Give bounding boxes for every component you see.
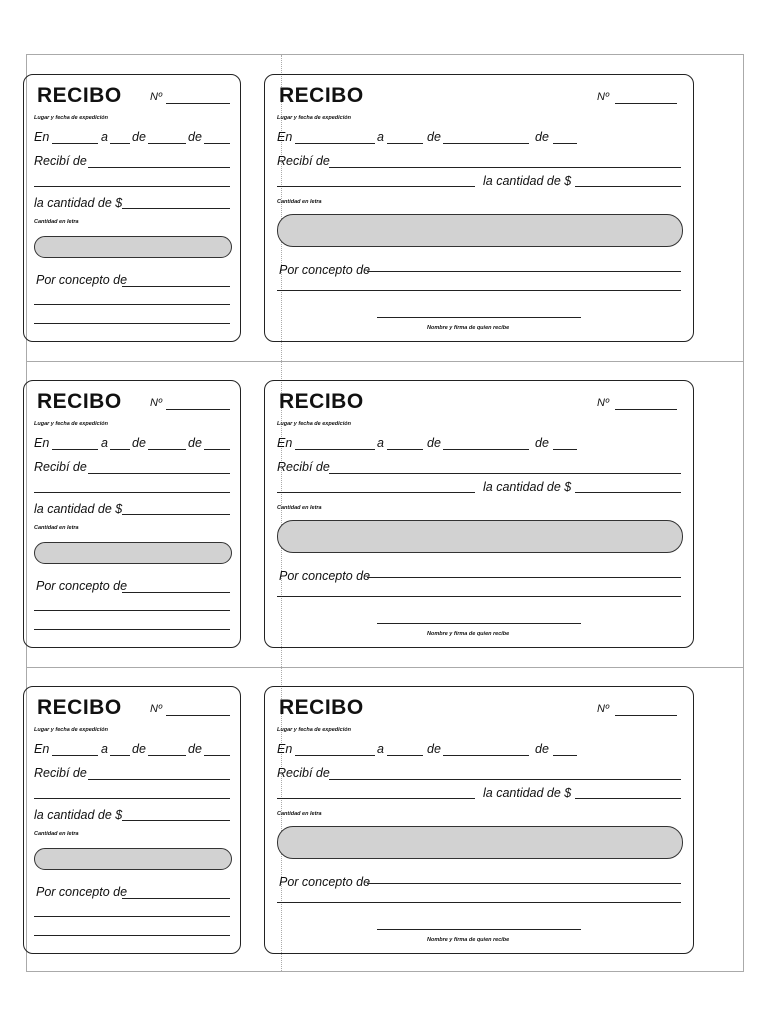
main-de1-label: de [427, 436, 441, 450]
stub-place-field[interactable] [52, 755, 98, 756]
main-concept-field[interactable] [367, 883, 681, 884]
stub-number-label: Nº [150, 397, 162, 409]
stub-month-field[interactable] [148, 755, 186, 756]
main-place-field[interactable] [295, 755, 375, 756]
stub-place-date-label: Lugar y fecha de expedición [34, 727, 108, 733]
main-received-from-field[interactable] [329, 473, 681, 474]
stub-title: RECIBO [37, 696, 122, 719]
stub-de1-label: de [132, 742, 146, 756]
stub-title: RECIBO [37, 84, 122, 107]
main-en-label: En [277, 742, 293, 756]
stub-en-label: En [34, 130, 50, 144]
stub-amount-words-label: Cantidad en letra [34, 219, 79, 225]
stub-month-field[interactable] [148, 449, 186, 450]
main-number-label: Nº [597, 397, 609, 409]
main-concept-field-2[interactable] [277, 290, 681, 291]
stub-amount-words-box[interactable] [34, 848, 232, 870]
main-amount-field[interactable] [575, 492, 681, 493]
main-en-label: En [277, 130, 293, 144]
stub-amount-field[interactable] [122, 208, 230, 209]
main-a-label: a [377, 436, 384, 450]
stub-title: RECIBO [37, 390, 122, 413]
stub-amount-field[interactable] [122, 514, 230, 515]
main-amount-words-box[interactable] [277, 826, 683, 859]
stub-en-label: En [34, 742, 50, 756]
main-concept-field[interactable] [367, 271, 681, 272]
main-amount-label: la cantidad de $ [483, 174, 572, 188]
main-amount-label: la cantidad de $ [483, 786, 572, 800]
main-concept-field[interactable] [367, 577, 681, 578]
stub-a-label: a [101, 436, 108, 450]
stub-concept-field-2[interactable] [34, 610, 230, 611]
main-en-label: En [277, 436, 293, 450]
receipt-stub [23, 686, 241, 954]
stub-received-from-field-2[interactable] [34, 798, 230, 799]
stub-received-from-field[interactable] [88, 473, 230, 474]
stub-number-field[interactable] [166, 103, 230, 104]
main-amount-words-label: Cantidad en letra [277, 505, 322, 511]
stub-year-field[interactable] [204, 755, 230, 756]
main-concept-field-2[interactable] [277, 596, 681, 597]
main-title: RECIBO [279, 84, 364, 107]
signature-label: Nombre y firma de quien recibe [427, 325, 510, 331]
stub-concept-label: Por concepto de [36, 885, 128, 899]
main-received-from-field-2[interactable] [277, 186, 475, 187]
main-a-label: a [377, 130, 384, 144]
main-de2-label: de [535, 436, 549, 450]
main-a-label: a [377, 742, 384, 756]
stub-de2-label: de [188, 130, 202, 144]
stub-amount-label: la cantidad de $ [34, 502, 123, 516]
main-received-from-label: Recibí de [277, 154, 330, 168]
stub-received-from-field-2[interactable] [34, 492, 230, 493]
main-number-label: Nº [597, 91, 609, 103]
main-number-field[interactable] [615, 103, 677, 104]
main-concept-label: Por concepto de [279, 875, 371, 889]
main-month-field[interactable] [443, 755, 529, 756]
main-amount-field[interactable] [575, 186, 681, 187]
stub-a-label: a [101, 742, 108, 756]
receipt-main [264, 74, 694, 342]
main-amount-label: la cantidad de $ [483, 480, 572, 494]
main-received-from-field-2[interactable] [277, 798, 475, 799]
stub-received-from-label: Recibí de [34, 460, 87, 474]
main-received-from-label: Recibí de [277, 460, 330, 474]
main-place-date-label: Lugar y fecha de expedición [277, 421, 351, 427]
stub-a-label: a [101, 130, 108, 144]
main-year-field[interactable] [553, 143, 577, 144]
stub-concept-field-2[interactable] [34, 916, 230, 917]
stub-year-field[interactable] [204, 449, 230, 450]
main-place-field[interactable] [295, 449, 375, 450]
stub-day-field[interactable] [110, 449, 130, 450]
stub-concept-field-2[interactable] [34, 304, 230, 305]
stub-place-date-label: Lugar y fecha de expedición [34, 115, 108, 121]
main-de1-label: de [427, 130, 441, 144]
main-amount-words-box[interactable] [277, 520, 683, 553]
main-concept-label: Por concepto de [279, 263, 371, 277]
signature-line[interactable] [377, 929, 581, 930]
stub-concept-field[interactable] [122, 592, 230, 593]
stub-amount-label: la cantidad de $ [34, 808, 123, 822]
stub-received-from-field-2[interactable] [34, 186, 230, 187]
stub-number-field[interactable] [166, 715, 230, 716]
receipt-stub [23, 74, 241, 342]
stub-amount-words-label: Cantidad en letra [34, 525, 79, 531]
main-title: RECIBO [279, 696, 364, 719]
main-received-from-field[interactable] [329, 167, 681, 168]
stub-day-field[interactable] [110, 143, 130, 144]
stub-de2-label: de [188, 436, 202, 450]
signature-label: Nombre y firma de quien recibe [427, 631, 510, 637]
stub-number-label: Nº [150, 91, 162, 103]
main-place-date-label: Lugar y fecha de expedición [277, 727, 351, 733]
main-month-field[interactable] [443, 449, 529, 450]
main-de1-label: de [427, 742, 441, 756]
stub-de2-label: de [188, 742, 202, 756]
main-title: RECIBO [279, 390, 364, 413]
signature-label: Nombre y firma de quien recibe [427, 937, 510, 943]
receipt-main [264, 380, 694, 648]
stub-place-field[interactable] [52, 449, 98, 450]
main-amount-words-label: Cantidad en letra [277, 811, 322, 817]
stub-concept-field-3[interactable] [34, 629, 230, 630]
stub-year-field[interactable] [204, 143, 230, 144]
main-received-from-field-2[interactable] [277, 492, 475, 493]
stub-received-from-label: Recibí de [34, 766, 87, 780]
main-received-from-field[interactable] [329, 779, 681, 780]
stub-place-date-label: Lugar y fecha de expedición [34, 421, 108, 427]
stub-concept-label: Por concepto de [36, 273, 128, 287]
stub-day-field[interactable] [110, 755, 130, 756]
stub-received-from-label: Recibí de [34, 154, 87, 168]
horizontal-cut-line [27, 667, 743, 668]
main-concept-label: Por concepto de [279, 569, 371, 583]
stub-amount-words-box[interactable] [34, 236, 232, 258]
main-de2-label: de [535, 130, 549, 144]
stub-concept-field[interactable] [122, 286, 230, 287]
main-year-field[interactable] [553, 755, 577, 756]
main-amount-field[interactable] [575, 798, 681, 799]
main-day-field[interactable] [387, 449, 423, 450]
main-month-field[interactable] [443, 143, 529, 144]
stub-amount-words-box[interactable] [34, 542, 232, 564]
stub-month-field[interactable] [148, 143, 186, 144]
main-concept-field-2[interactable] [277, 902, 681, 903]
receipt-stub [23, 380, 241, 648]
stub-concept-label: Por concepto de [36, 579, 128, 593]
stub-place-field[interactable] [52, 143, 98, 144]
stub-de1-label: de [132, 130, 146, 144]
signature-line[interactable] [377, 623, 581, 624]
main-amount-words-label: Cantidad en letra [277, 199, 322, 205]
stub-amount-field[interactable] [122, 820, 230, 821]
main-received-from-label: Recibí de [277, 766, 330, 780]
main-number-label: Nº [597, 703, 609, 715]
signature-line[interactable] [377, 317, 581, 318]
main-year-field[interactable] [553, 449, 577, 450]
stub-received-from-field[interactable] [88, 779, 230, 780]
stub-concept-field[interactable] [122, 898, 230, 899]
stub-concept-field-3[interactable] [34, 323, 230, 324]
main-day-field[interactable] [387, 143, 423, 144]
main-amount-words-box[interactable] [277, 214, 683, 247]
stub-received-from-field[interactable] [88, 167, 230, 168]
stub-en-label: En [34, 436, 50, 450]
stub-amount-words-label: Cantidad en letra [34, 831, 79, 837]
stub-concept-field-3[interactable] [34, 935, 230, 936]
main-number-field[interactable] [615, 715, 677, 716]
receipt-main [264, 686, 694, 954]
stub-amount-label: la cantidad de $ [34, 196, 123, 210]
horizontal-cut-line [27, 361, 743, 362]
main-day-field[interactable] [387, 755, 423, 756]
stub-number-field[interactable] [166, 409, 230, 410]
stub-number-label: Nº [150, 703, 162, 715]
main-place-date-label: Lugar y fecha de expedición [277, 115, 351, 121]
main-de2-label: de [535, 742, 549, 756]
stub-de1-label: de [132, 436, 146, 450]
main-place-field[interactable] [295, 143, 375, 144]
main-number-field[interactable] [615, 409, 677, 410]
